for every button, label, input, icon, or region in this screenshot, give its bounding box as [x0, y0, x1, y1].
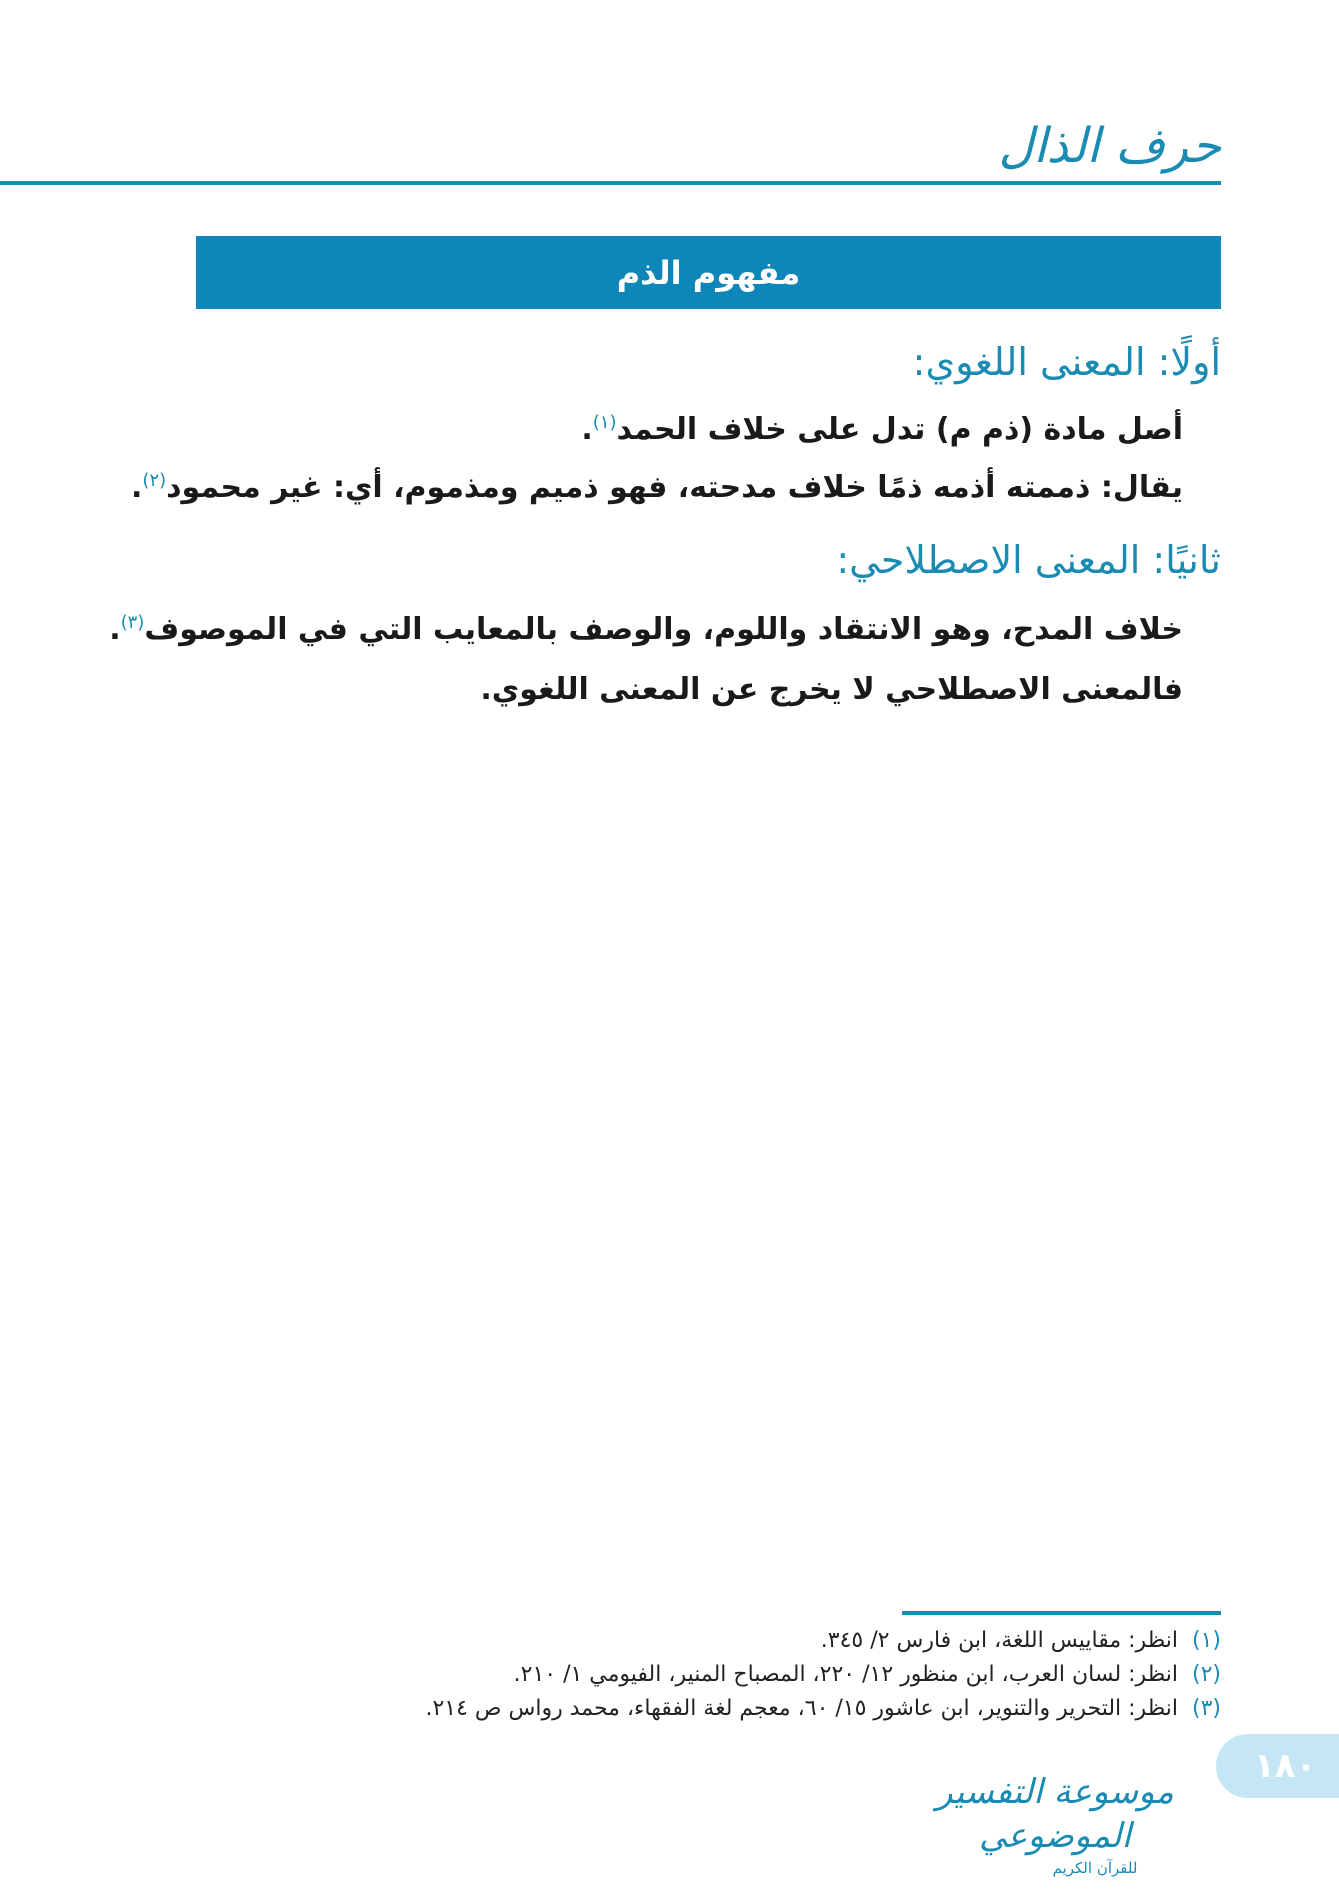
footnote-ref-3[interactable]: (٣)	[120, 612, 145, 633]
footnote-3-text: انظر: التحرير والتنوير، ابن عاشور ١٥/ ٦٠، معجم لغة الفقهاء، محمد رواس ص ٢١٤.	[425, 1696, 1178, 1721]
footnote-2-number: (٢)	[1191, 1662, 1221, 1687]
linguistic-line-2-text: يقال: ذممته أذمه ذمًا خلاف مدحته، فهو ذميم ومذموم، أي: غير محمود	[166, 470, 1183, 505]
terminological-line-1-end: .	[109, 612, 121, 647]
section-banner	[196, 236, 1221, 309]
section-title: مفهوم الذم	[616, 253, 801, 292]
footnote-1-text: انظر: مقاييس اللغة، ابن فارس ٢/ ٣٤٥.	[820, 1628, 1178, 1653]
footnote-divider	[902, 1611, 1221, 1615]
footnote-3	[425, 1696, 1221, 1721]
linguistic-heading: أولًا: المعنى اللغوي:	[912, 340, 1221, 384]
chapter-title: حرف الذال	[998, 118, 1221, 174]
footnote-1	[821, 1628, 1221, 1653]
footnote-ref-2[interactable]: (٢)	[142, 470, 167, 491]
linguistic-line-2	[131, 470, 1183, 505]
terminological-line-1-text: خلاف المدح، وهو الانتقاد واللوم، والوصف بالمعايب التي في الموصوف	[144, 612, 1183, 647]
linguistic-line-1-text: أصل مادة (ذم م) تدل على خلاف الحمد	[616, 412, 1183, 447]
footnote-2	[514, 1662, 1221, 1687]
linguistic-line-1	[581, 412, 1183, 447]
terminological-heading: ثانيًا: المعنى الاصطلاحي:	[836, 538, 1221, 582]
linguistic-line-2-end: .	[131, 470, 143, 505]
page-number-tab	[1216, 1734, 1339, 1798]
footnote-1-number: (١)	[1191, 1628, 1221, 1653]
terminological-line-1	[109, 612, 1183, 647]
header-divider	[0, 181, 1221, 185]
terminological-line-2: فالمعنى الاصطلاحي لا يخرج عن المعنى اللغوي.	[480, 672, 1183, 707]
footnote-2-text: انظر: لسان العرب، ابن منظور ١٢/ ٢٢٠، المصباح المنير، الفيومي ١/ ٢١٠.	[513, 1662, 1178, 1687]
footnote-3-number: (٣)	[1191, 1696, 1221, 1721]
logo-main-text: موسوعة التفسير الموضوعي	[936, 1772, 1174, 1856]
encyclopedia-logo	[925, 1770, 1185, 1877]
footnote-ref-1[interactable]: (١)	[592, 412, 617, 433]
linguistic-line-1-end: .	[581, 412, 593, 447]
page-number: ١٨٠	[1254, 1746, 1317, 1786]
logo-sub-text: للقرآن الكريم	[1052, 1859, 1138, 1877]
